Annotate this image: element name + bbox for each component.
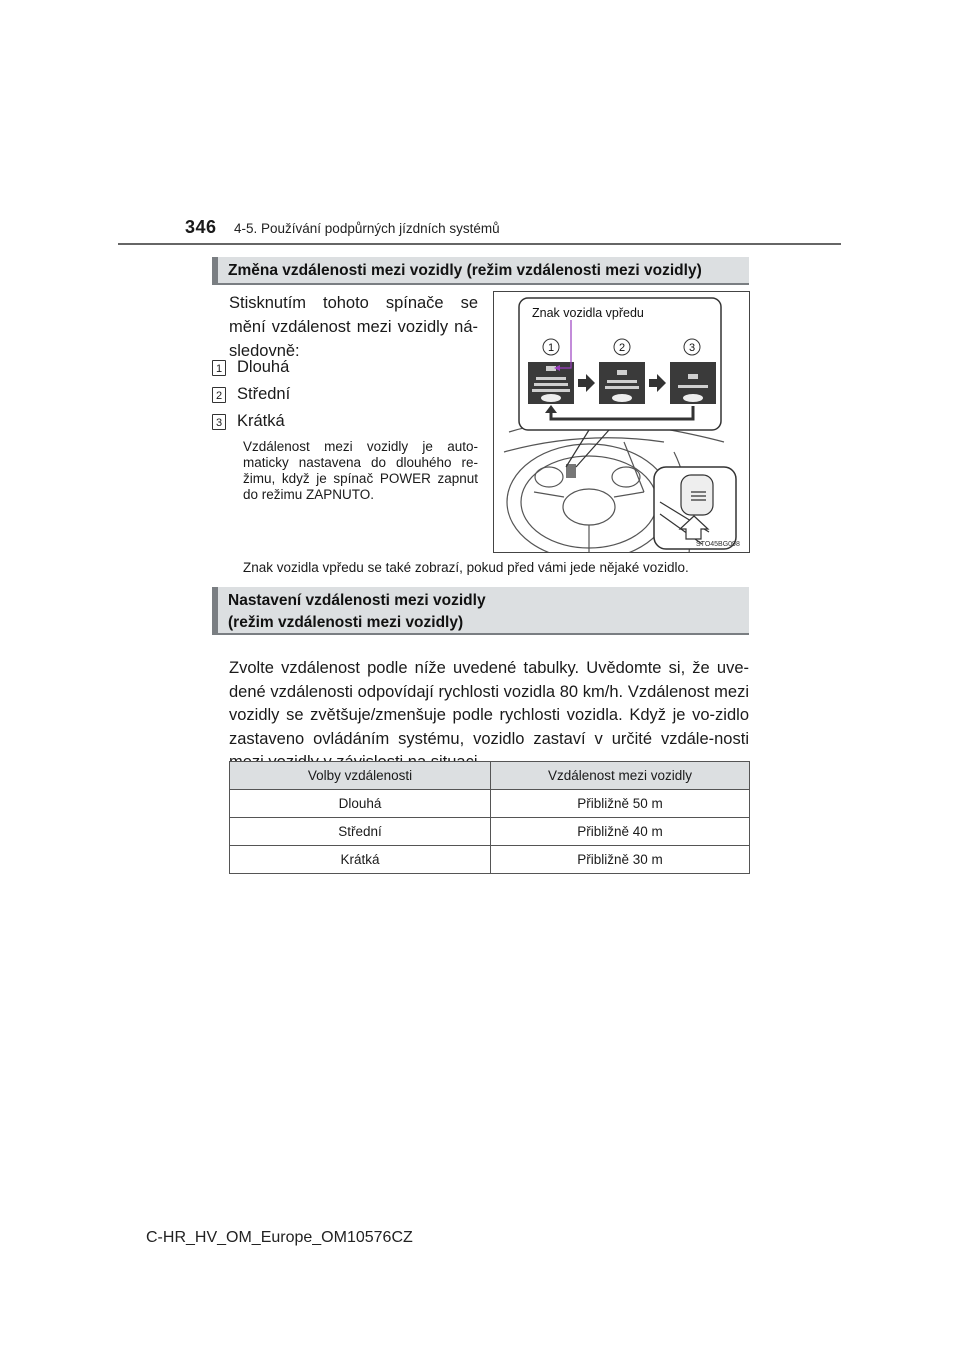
chapter-title: 4-5. Používání podpůrných jízdních systémů	[234, 221, 500, 236]
table-cell: Přibližně 50 m	[491, 790, 750, 818]
table-row	[230, 790, 750, 818]
option-label: Dlouhá	[237, 358, 290, 376]
distance-table	[229, 761, 750, 874]
table-header-cell: Volby vzdálenosti	[230, 762, 491, 790]
table-cell: Krátká	[230, 846, 491, 874]
header-divider	[118, 243, 841, 245]
figure-step-1: 1	[547, 342, 555, 354]
figure-step-2: 2	[618, 342, 626, 354]
intro-text: Stisknutím tohoto spínače se mění vzdálenost mezi vozidly ná-sledovně:	[229, 294, 478, 360]
distance-switch-illustration	[493, 291, 750, 553]
table-cell: Dlouhá	[230, 790, 491, 818]
option-label: Krátká	[237, 412, 285, 430]
table-header-row	[230, 762, 750, 790]
figure-callout-label: Znak vozidla vpředu	[532, 306, 644, 320]
table-cell: Přibližně 40 m	[491, 818, 750, 846]
option-number-badge: 2	[212, 387, 226, 403]
section-heading-change-distance: Změna vzdálenosti mezi vozidly (režim vzdálenosti mezi vozidly)	[212, 257, 749, 285]
option-number-badge: 1	[212, 360, 226, 376]
page-number: 346	[185, 217, 217, 237]
figure-step-3: 3	[688, 342, 696, 354]
option-short	[212, 412, 285, 431]
table-row	[230, 846, 750, 874]
section-heading-line-2: (režim vzdálenosti mezi vozidly)	[228, 614, 464, 631]
default-mode-note: Vzdálenost mezi vozidly je auto-maticky nastavena do dlouhého re-žimu, když je spínač POWER zapnut do režimu ZAPNUTO.	[243, 439, 478, 502]
distance-explanation-paragraph: Zvolte vzdálenost podle níže uvedené tabulky. Uvědomte si, že uve-dené vzdálenosti odpovídají rychlosti vozidla 80 km/h. Vzdálenost mezi vozidly se zvětšuje/zmenšuje podle rychlosti vozidla. Když je vo-zidlo zastaveno ovládáním systému, vozidlo zastaví v určité vzdále-nosti	[229, 659, 749, 748]
document-id-footer: C-HR_HV_OM_Europe_OM10576CZ	[146, 1229, 413, 1246]
section-heading-line-1: Nastavení vzdálenosti mezi vozidly	[228, 592, 486, 609]
table-cell: Přibližně 30 m	[491, 846, 750, 874]
table-header-cell: Vzdálenost mezi vozidly	[491, 762, 750, 790]
table-cell: Střední	[230, 818, 491, 846]
option-label: Střední	[237, 385, 291, 403]
option-medium	[212, 385, 290, 404]
option-number-badge: 3	[212, 414, 226, 430]
figure-code: STO45BG098	[696, 541, 740, 548]
section-heading-set-distance	[212, 587, 749, 635]
option-long	[212, 358, 289, 377]
vehicle-ahead-note: Znak vozidla vpředu se také zobrazí, pokud před vámi jede nějaké vozidlo.	[243, 560, 689, 575]
table-row	[230, 818, 750, 846]
illustration-graphic	[494, 292, 750, 553]
